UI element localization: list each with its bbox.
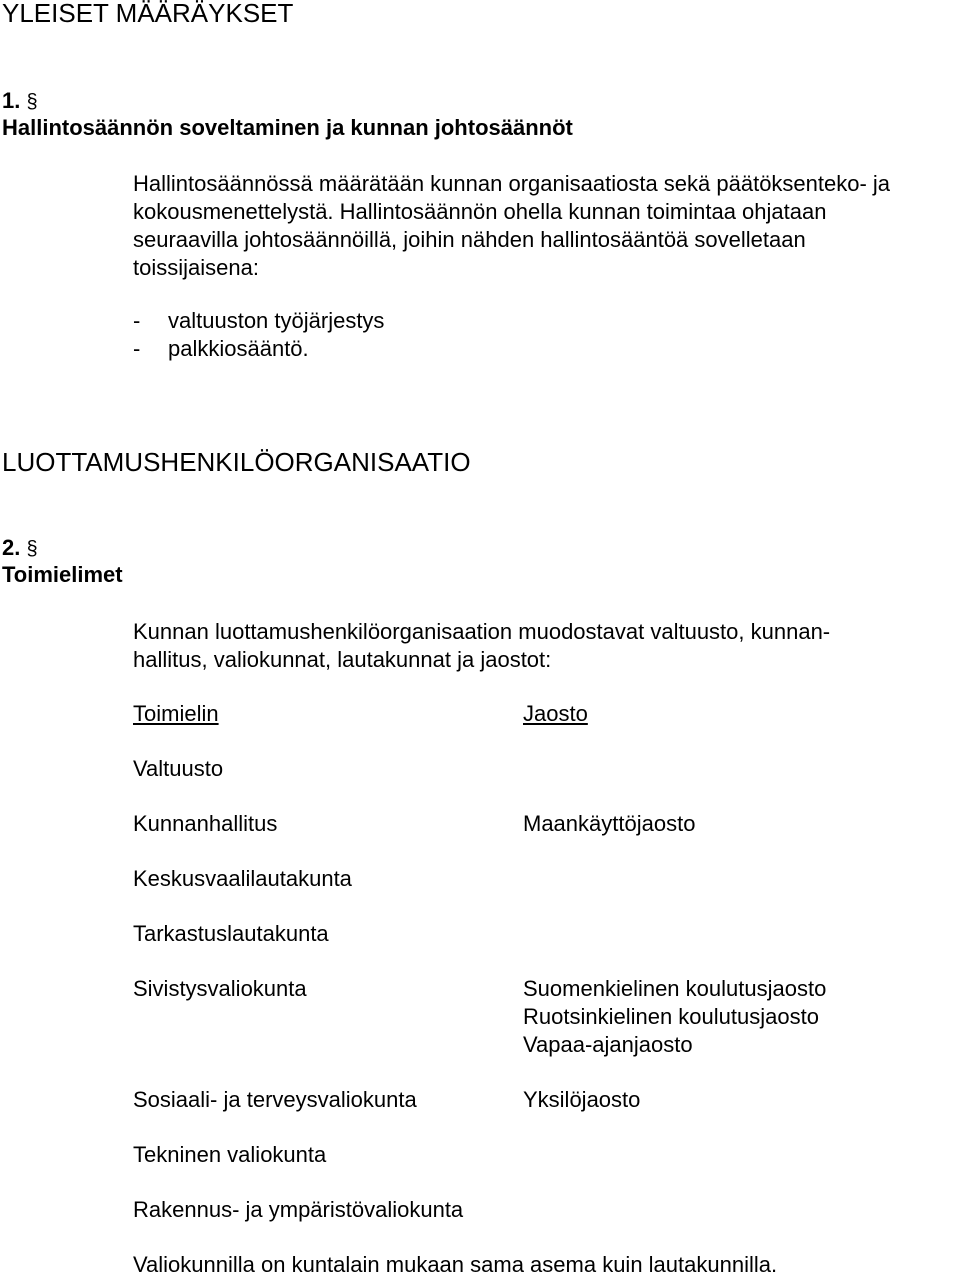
table-row-toimielin: Sosiaali- ja terveysvaliokunta	[133, 1087, 417, 1112]
table-row-toimielin: Tarkastuslautakunta	[133, 921, 329, 946]
section-1-number	[2, 88, 38, 114]
table-row-jaosto: Suomenkielinen koulutusjaosto	[523, 976, 827, 1001]
table-row-toimielin: Kunnanhallitus	[133, 811, 278, 836]
table-row-jaosto: Yksilöjaosto	[523, 1087, 641, 1112]
list-item: valtuuston työjärjestys	[168, 308, 385, 333]
table-row-toimielin: Sivistysvaliokunta	[133, 976, 307, 1001]
section-1-paragraph-line: Hallintosäännössä määrätään kunnan organisaatiosta sekä päätöksenteko- ja	[133, 171, 891, 196]
list-bullet: -	[133, 336, 141, 361]
table-row-jaosto: Maankäyttöjaosto	[523, 811, 696, 836]
section-1-title: Hallintosäännön soveltaminen ja kunnan johtosäännöt	[2, 115, 573, 140]
table-header-jaosto: Jaosto	[523, 701, 588, 726]
section-2-title: Toimielimet	[2, 562, 123, 587]
table-row-jaosto: Vapaa-ajanjaosto	[523, 1032, 693, 1057]
section-2-paragraph-line: Kunnan luottamushenkilöorganisaation muodostavat valtuusto, kunnan-	[133, 619, 831, 644]
closing-sentence: Valiokunnilla on kuntalain mukaan sama asema kuin lautakunnilla.	[133, 1252, 778, 1277]
main-heading: YLEISET MÄÄRÄYKSET	[2, 0, 294, 28]
section-symbol: §	[26, 538, 38, 560]
section-1-paragraph-line: seuraavilla johtosäännöillä, joihin nähden hallintosääntöä sovelletaan	[133, 227, 806, 252]
section-symbol: §	[26, 91, 38, 113]
section-1-paragraph-line: kokousmenettelystä. Hallintosäännön ohella kunnan toimintaa ohjataan	[133, 199, 827, 224]
section-1-paragraph-line: toissijaisena:	[133, 255, 259, 280]
section-2-number-text: 2.	[2, 535, 21, 560]
section-1-number-text: 1.	[2, 88, 21, 113]
table-row-toimielin: Rakennus- ja ympäristövaliokunta	[133, 1197, 464, 1222]
organisation-heading: LUOTTAMUSHENKILÖORGANISAATIO	[2, 447, 471, 477]
section-2-number	[2, 535, 38, 561]
list-item: palkkiosääntö.	[168, 336, 309, 361]
table-row-toimielin: Tekninen valiokunta	[133, 1142, 327, 1167]
list-bullet: -	[133, 308, 141, 333]
table-header-toimielin: Toimielin	[133, 701, 219, 726]
section-2-paragraph-line: hallitus, valiokunnat, lautakunnat ja jaostot:	[133, 647, 552, 672]
table-row-jaosto: Ruotsinkielinen koulutusjaosto	[523, 1004, 819, 1029]
table-row-toimielin: Valtuusto	[133, 756, 224, 781]
table-row-toimielin: Keskusvaalilautakunta	[133, 866, 352, 891]
